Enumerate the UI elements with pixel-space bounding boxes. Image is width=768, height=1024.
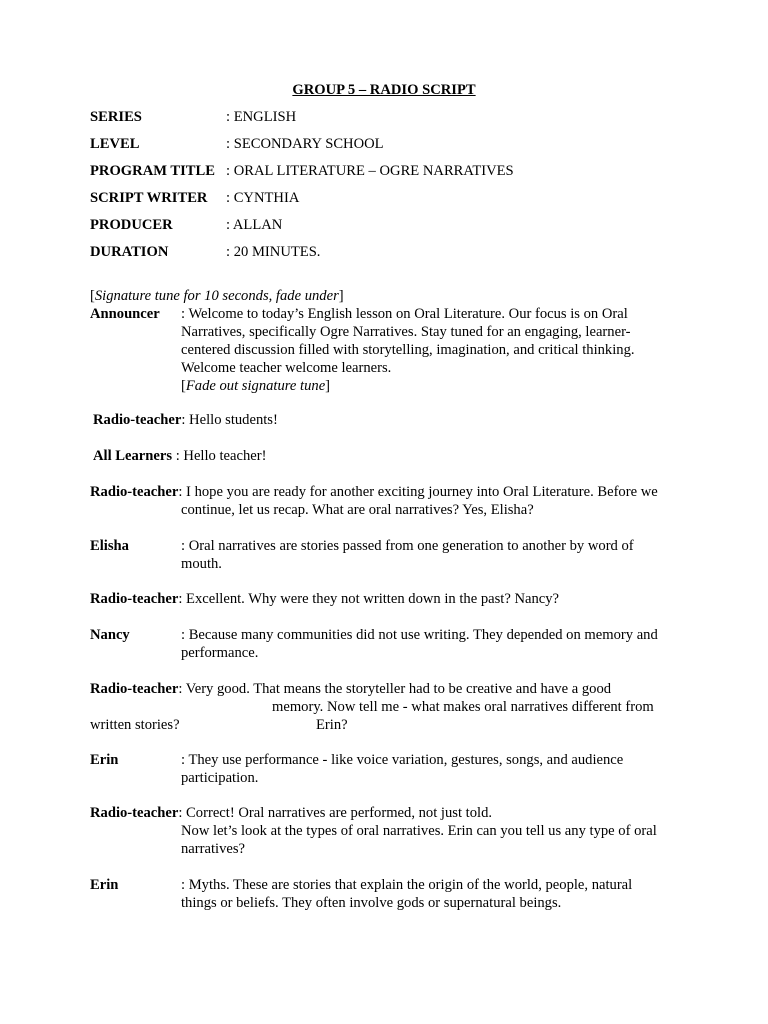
dialogue-line: : Excellent. Why were they not written down in the past? Nancy? <box>178 591 560 607</box>
dialogue-line: : Welcome to today’s English lesson on Oral Literature. Our focus is on Oral <box>181 306 628 322</box>
meta-key: SERIES <box>90 109 142 125</box>
dialogue-entry <box>90 804 492 822</box>
meta-value: : ORAL LITERATURE – OGRE NARRATIVES <box>226 163 514 179</box>
bracket: ] <box>338 288 344 304</box>
speaker-name: Radio-teacher <box>90 591 179 607</box>
dialogue-line: : Very good. That means the storyteller had to be creative and have a good <box>178 681 612 697</box>
dialogue-line: : Myths. These are stories that explain the origin of the world, people, natural <box>181 877 633 893</box>
stage-direction-signature <box>90 287 344 305</box>
dialogue-entry <box>90 590 559 608</box>
meta-row-program-title <box>90 162 514 180</box>
speaker-name: Radio-teacher <box>90 805 179 821</box>
speaker-name: Radio-teacher <box>90 681 179 697</box>
dialogue-line: written stories? <box>90 717 180 733</box>
dialogue-line: Erin? <box>316 717 348 733</box>
dialogue-line: continue, let us recap. What are oral narratives? Yes, Elisha? <box>181 502 534 518</box>
speaker-announcer: Announcer <box>90 306 160 322</box>
meta-key: SCRIPT WRITER <box>90 190 208 206</box>
bracket: [ <box>90 288 95 304</box>
dialogue-entry <box>93 411 278 429</box>
dialogue-line: Narratives, specifically Ogre Narratives. Stay tuned for an engaging, learner- <box>181 324 631 340</box>
meta-value: : ALLAN <box>226 217 283 233</box>
meta-row-level <box>90 135 384 153</box>
dialogue-line: narratives? <box>181 841 246 857</box>
dialogue-entry <box>90 483 658 501</box>
meta-row-producer <box>90 216 282 234</box>
stage-direction-fade-out <box>181 377 681 395</box>
dialogue-line: : Hello students! <box>181 412 278 428</box>
meta-value: : ENGLISH <box>226 109 297 125</box>
dialogue-line: participation. <box>181 770 259 786</box>
dialogue-line: things or beliefs. They often involve gods or supernatural beings. <box>181 895 562 911</box>
dialogue-line: memory. Now tell me - what makes oral narratives different from <box>272 699 654 715</box>
bracket: [ <box>181 378 186 394</box>
meta-key: LEVEL <box>90 136 140 152</box>
meta-key: PRODUCER <box>90 217 173 233</box>
meta-row-script-writer <box>90 189 299 207</box>
page-title: GROUP 5 – RADIO SCRIPT <box>292 82 476 98</box>
dialogue-line: : Because many communities did not use writing. They depended on memory and <box>181 627 658 643</box>
speaker-name: Radio-teacher <box>90 484 179 500</box>
dialogue-line: : I hope you are ready for another exciting journey into Oral Literature. Before we <box>178 484 658 500</box>
speaker-name: Erin <box>90 752 119 768</box>
dialogue-entry <box>93 447 266 465</box>
meta-key: PROGRAM TITLE <box>90 163 216 179</box>
dialogue-line: : Oral narratives are stories passed from one generation to another by word of <box>181 538 634 554</box>
dialogue-line: : Hello teacher! <box>172 448 267 464</box>
meta-row-duration <box>90 243 320 261</box>
dialogue-line: Now let’s look at the types of oral narratives. Erin can you tell us any type of oral <box>181 823 657 839</box>
dialogue-line: mouth. <box>181 556 222 572</box>
dialogue-line: centered discussion filled with storytelling, imagination, and critical thinking. <box>181 342 635 358</box>
speaker-name: Radio-teacher <box>93 412 182 428</box>
dialogue-line: : They use performance - like voice variation, gestures, songs, and audience <box>181 752 624 768</box>
stage-direction-text: Fade out signature tune <box>185 378 326 394</box>
meta-value: : CYNTHIA <box>226 190 300 206</box>
dialogue-line: performance. <box>181 645 259 661</box>
dialogue-entry <box>90 680 611 698</box>
dialogue-line: Welcome teacher welcome learners. <box>181 360 392 376</box>
speaker-name: Elisha <box>90 538 129 554</box>
stage-direction-text: Signature tune for 10 seconds, fade under <box>94 288 339 304</box>
dialogue-line: : Correct! Oral narratives are performed, not just told. <box>178 805 493 821</box>
meta-key: DURATION <box>90 244 169 260</box>
speaker-name: All Learners <box>93 448 173 464</box>
meta-row-series <box>90 108 296 126</box>
speaker-name: Erin <box>90 877 119 893</box>
bracket: ] <box>325 378 331 394</box>
speaker-name: Nancy <box>90 627 130 643</box>
meta-value: : 20 MINUTES. <box>226 244 321 260</box>
meta-value: : SECONDARY SCHOOL <box>226 136 384 152</box>
